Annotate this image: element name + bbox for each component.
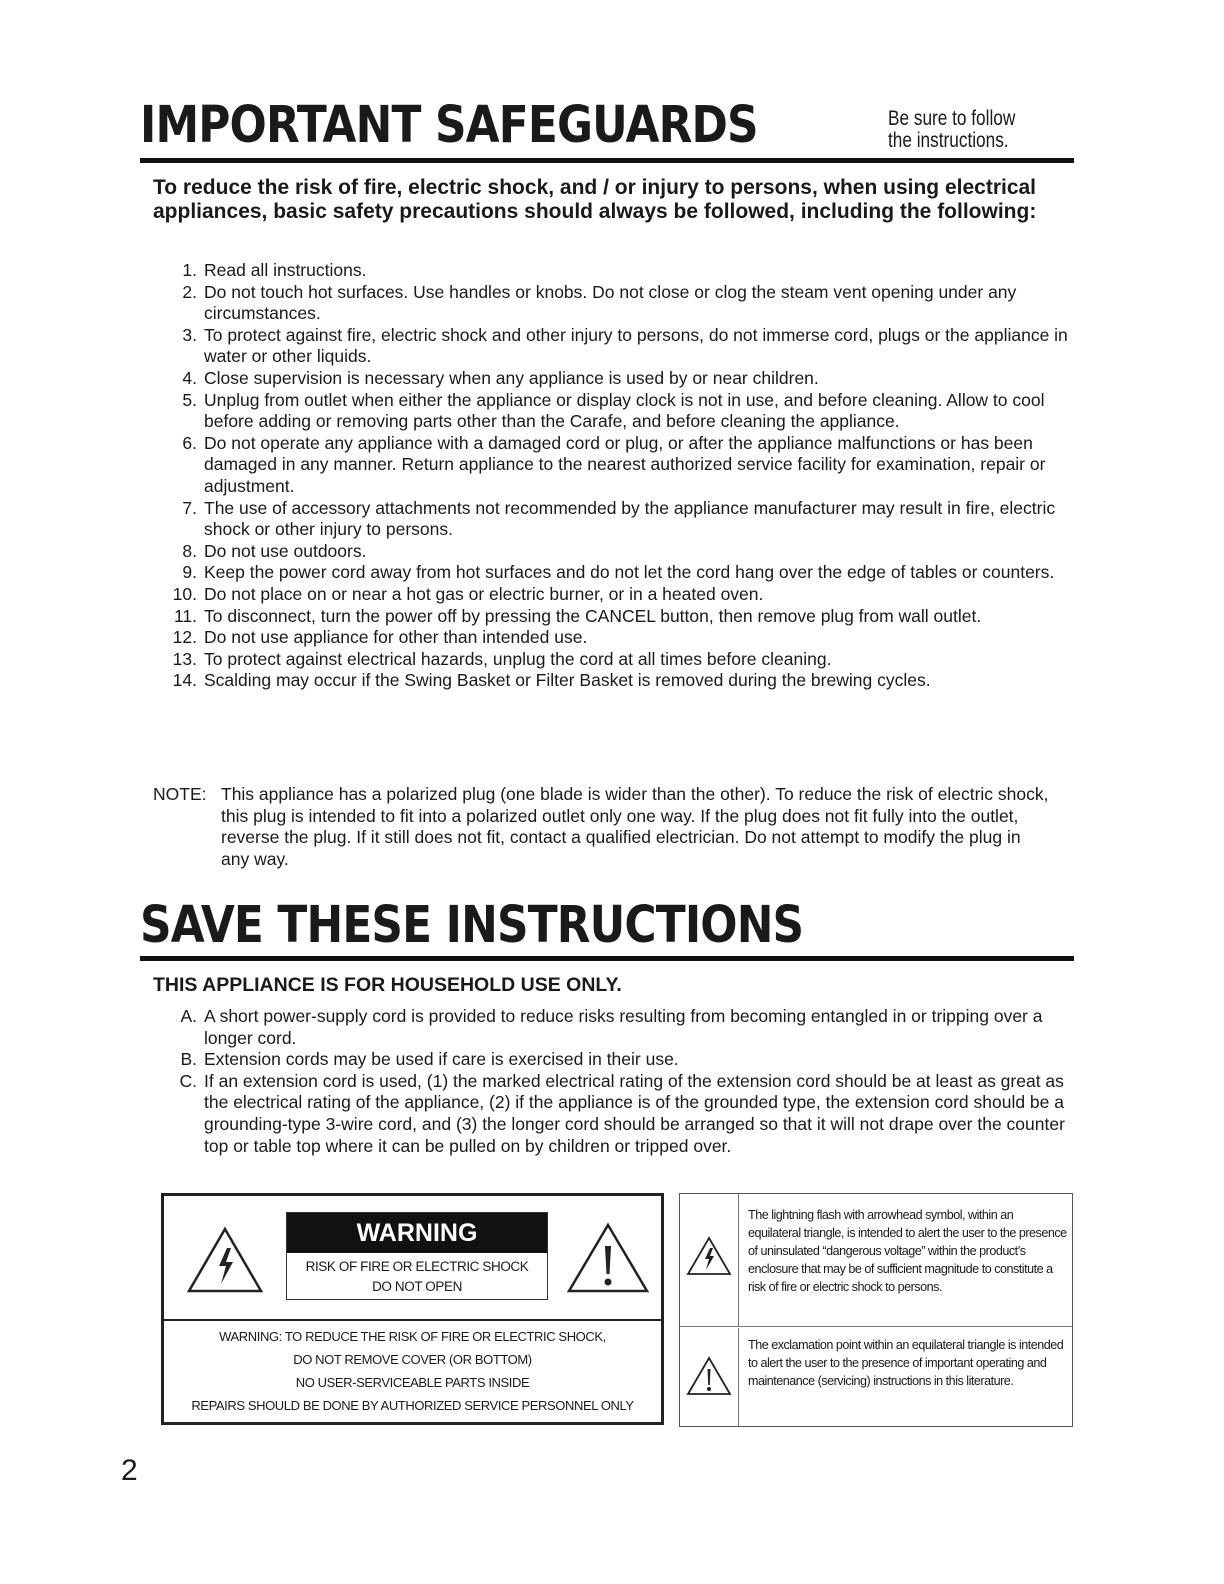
warning-label: WARNING xyxy=(287,1213,547,1253)
tagline-line2: the instructions. xyxy=(888,129,1009,152)
exclamation-explanation-row xyxy=(680,1328,1072,1426)
list-item xyxy=(150,498,1070,541)
list-item-number xyxy=(150,541,197,563)
intro-paragraph: To reduce the risk of fire, electric shock, and / or injury to persons, when using electrical appliances, basic safety precautions should always be followed, including the following: xyxy=(153,176,1037,223)
cord-list xyxy=(150,1006,1070,1157)
list-item-number-text: 11. xyxy=(173,605,197,626)
list-item-number xyxy=(150,1071,197,1157)
household-heading: THIS APPLIANCE IS FOR HOUSEHOLD USE ONLY. xyxy=(153,974,622,996)
list-item xyxy=(150,541,1070,563)
warning-bottom-line: REPAIRS SHOULD BE DONE BY AUTHORIZED SERVICE PERSONNEL ONLY xyxy=(191,1398,634,1413)
list-item-number-text: 3. xyxy=(182,324,197,345)
exclamation-icon-cell xyxy=(680,1328,739,1426)
list-item-number xyxy=(150,1006,197,1049)
list-item-number-text: 12. xyxy=(172,627,197,648)
list-item xyxy=(150,1049,1070,1071)
list-item-text: A short power-supply cord is provided to reduce risks resulting from becoming entangled in or tripping over a longer cord. xyxy=(204,1006,1043,1048)
lightning-explanation-text: The lightning flash with arrowhead symbol, within an equilateral triangle, is intended to alert the user to the presence of uninsulated “dangerous voltage” within the product’s enclosure that may be of sufficient magnitude to constitute a risk of fire or electric shock to persons. xyxy=(748,1208,1067,1294)
list-item xyxy=(150,390,1070,433)
exclamation-triangle-small-icon xyxy=(686,1356,732,1396)
warning-sub-line2: DO NOT OPEN xyxy=(372,1279,462,1294)
list-item-text: Unplug from outlet when either the appliance or display clock is not in use, and before cleaning. Allow to cool before adding or removing parts other than the Carafe, and before cleaning the appliance. xyxy=(204,389,1045,432)
safeguard-list xyxy=(150,260,1070,692)
note-text: This appliance has a polarized plug (one blade is wider than the other). To reduce the risk of electric shock, this plug is intended to fit into a polarized outlet only one way. If the plug does not fit fully into the outlet, reverse the plug. If it still does not fit, contact a qualified electrician. Do not attempt to modify the plug in any way. xyxy=(221,784,1049,869)
list-item-number-text: 5. xyxy=(182,389,197,410)
note xyxy=(153,784,1053,870)
list-item xyxy=(150,562,1070,584)
list-item-number-text: 10. xyxy=(172,583,197,604)
exclamation-explanation-text: The exclamation point within an equilateral triangle is intended to alert the user to the presence of important operating and maintenance (servicing) instructions in this literature. xyxy=(748,1338,1064,1388)
list-item-text: Extension cords may be used if care is exercised in their use. xyxy=(204,1049,679,1070)
list-item-number xyxy=(150,1049,197,1071)
warning-box-bottom xyxy=(164,1321,661,1417)
list-item xyxy=(150,325,1070,368)
list-item-text: Scalding may occur if the Swing Basket or Filter Basket is removed during the brewing cycles. xyxy=(204,670,931,691)
list-item-text: To protect against fire, electric shock and other injury to persons, do not immerse cord, plugs or the appliance in water or other liquids. xyxy=(204,324,1068,367)
list-item-text: Do not touch hot surfaces. Use handles or knobs. Do not close or clog the steam vent opening under any circumstances. xyxy=(204,281,1017,324)
list-item xyxy=(150,282,1070,325)
list-item-text: Do not use appliance for other than intended use. xyxy=(204,627,588,648)
list-item-number xyxy=(150,260,197,282)
list-item xyxy=(150,627,1070,649)
list-item-number xyxy=(150,562,197,584)
page-title: IMPORTANT SAFEGUARDS xyxy=(140,96,758,155)
lightning-icon-cell xyxy=(680,1194,739,1326)
warning-bottom-line: DO NOT REMOVE COVER (OR BOTTOM) xyxy=(293,1352,532,1367)
list-item-number-text: 2. xyxy=(182,281,197,302)
list-item-number-text: C. xyxy=(179,1070,197,1091)
list-item xyxy=(150,606,1070,628)
list-item-number-text: A. xyxy=(180,1006,197,1026)
warning-box xyxy=(161,1193,664,1425)
list-item xyxy=(150,670,1070,692)
list-item-text: Do not use outdoors. xyxy=(204,540,367,561)
list-item-number xyxy=(150,670,197,692)
list-item-number xyxy=(150,433,197,498)
list-item-number-text: 13. xyxy=(172,648,197,669)
page-number: 2 xyxy=(121,1454,138,1487)
warning-box-top xyxy=(164,1196,661,1321)
exclamation-triangle-icon xyxy=(566,1222,650,1294)
warning-sub xyxy=(287,1257,547,1297)
list-item xyxy=(150,649,1070,671)
warning-label-box xyxy=(286,1212,548,1300)
list-item-text: Keep the power cord away from hot surfaces and do not let the cord hang over the edge of tables or counters. xyxy=(204,562,1055,583)
list-item-text: Do not operate any appliance with a damaged cord or plug, or after the appliance malfunctions or has been damaged in any manner. Return appliance to the nearest authorized service facility for examination, repair or adjustment. xyxy=(204,432,1046,496)
tagline xyxy=(888,108,1015,152)
list-item-number-text: 9. xyxy=(182,562,197,583)
list-item-number xyxy=(150,390,197,433)
note-label: NOTE: xyxy=(153,784,207,804)
list-item-number xyxy=(150,584,197,606)
list-item xyxy=(150,1071,1070,1157)
list-item-text: Close supervision is necessary when any appliance is used by or near children. xyxy=(204,367,819,388)
warning-bottom-line: NO USER-SERVICEABLE PARTS INSIDE xyxy=(295,1375,530,1390)
save-title: SAVE THESE INSTRUCTIONS xyxy=(140,896,804,955)
list-item-number-text: 1. xyxy=(182,260,197,280)
list-item xyxy=(150,368,1070,390)
list-item-number-text: B. xyxy=(180,1049,197,1070)
lightning-triangle-icon xyxy=(186,1226,264,1294)
list-item-text: If an extension cord is used, (1) the marked electrical rating of the extension cord should be at least as great as the electrical rating of the appliance, (2) if the appliance is of the grounded type, the extension cord should be a grounding-type 3-wire cord, and (3) the longer cord should be arranged so that it will not drape over the counter top or table top where it can be pulled on by children or tripped over. xyxy=(204,1070,1065,1156)
list-item-number-text: 4. xyxy=(182,367,197,388)
list-item-text: Do not place on or near a hot gas or electric burner, or in a heated oven. xyxy=(204,583,764,604)
list-item-number xyxy=(150,325,197,368)
list-item-number-text: 14. xyxy=(172,670,197,691)
list-item-text: To disconnect, turn the power off by pressing the CANCEL button, then remove plug from wall outlet. xyxy=(204,605,982,626)
lightning-explanation-row xyxy=(680,1194,1072,1327)
list-item-number xyxy=(150,627,197,649)
list-item xyxy=(150,584,1070,606)
list-item xyxy=(150,260,1070,282)
list-item-number xyxy=(150,498,197,541)
lightning-triangle-small-icon xyxy=(686,1236,732,1276)
list-item xyxy=(150,433,1070,498)
list-item-number xyxy=(150,649,197,671)
list-item-text: To protect against electrical hazards, unplug the cord at all times before cleaning. xyxy=(204,648,832,669)
symbol-explanation-table xyxy=(679,1193,1073,1427)
list-item-text: The use of accessory attachments not recommended by the appliance manufacturer may result in fire, electric shock or other injury to persons. xyxy=(204,497,1056,540)
tagline-line1: Be sure to follow xyxy=(888,107,1016,130)
save-title-row xyxy=(140,898,1074,961)
list-item-text: Read all instructions. xyxy=(204,260,367,280)
list-item-number xyxy=(150,282,197,325)
list-item-number xyxy=(150,368,197,390)
list-item-number-text: 7. xyxy=(182,497,197,518)
warning-sub-line1: RISK OF FIRE OR ELECTRIC SHOCK xyxy=(305,1259,529,1274)
list-item-number xyxy=(150,606,197,628)
list-item-number-text: 6. xyxy=(182,432,197,453)
list-item xyxy=(150,1006,1070,1049)
title-row xyxy=(140,96,1074,163)
warning-bottom-line: WARNING: TO REDUCE THE RISK OF FIRE OR ELECTRIC SHOCK, xyxy=(219,1329,606,1344)
list-item-number-text: 8. xyxy=(182,540,197,561)
